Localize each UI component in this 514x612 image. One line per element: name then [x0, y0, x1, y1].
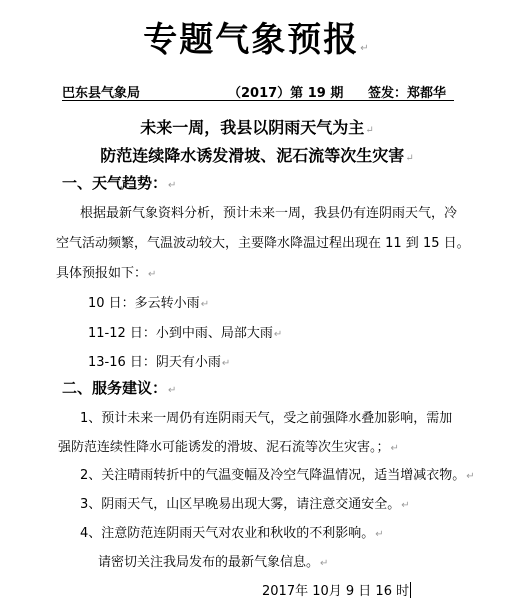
- advice-item-3: [80, 493, 410, 512]
- advice-item-2: [80, 464, 475, 483]
- document-title: [0, 12, 514, 61]
- forecast-text: 10 日：多云转小雨: [88, 296, 200, 311]
- advice-text: 2、关注晴雨转折中的气温变幅及冷空气降温情况，适当增减衣物。: [80, 468, 466, 483]
- forecast-item: [88, 351, 230, 370]
- closing-text: 请密切关注我局发布的最新气象信息。: [98, 555, 320, 570]
- headline-text-1: 未来一周，我县以阴雨天气为主: [140, 118, 365, 137]
- paragraph-mark-icon: ↵: [360, 43, 371, 54]
- paragraph-mark-icon: ↵: [273, 329, 283, 340]
- paragraph-mark-icon: ↵: [466, 471, 475, 482]
- issue-date-text: 2017年 10月 9 日 16 时: [262, 584, 410, 599]
- headline-line-2: [0, 143, 514, 166]
- advice-item-4: [80, 522, 384, 541]
- issue-number: （2017）第 19 期: [228, 86, 344, 101]
- issue-info-bar: [62, 80, 454, 101]
- headline-line-1: [0, 115, 514, 138]
- headline-text-2: 防范连续降水诱发滑坡、泥石流等次生灾害: [100, 146, 405, 165]
- paragraph-mark-icon: ↵: [390, 443, 399, 454]
- advice-item-1-line-1: 1、预计未来一周仍有连阴雨天气，受之前强降水叠加影响，需加: [80, 411, 453, 426]
- forecast-text: 13-16 日：阴天有小雨: [88, 355, 221, 370]
- trend-paragraph-line-3: [56, 262, 156, 281]
- section-heading-text: 二、服务建议：: [62, 379, 168, 397]
- section-heading-advice: [62, 377, 176, 398]
- trend-paragraph-text: 具体预报如下：: [56, 266, 148, 281]
- paragraph-mark-icon: ↵: [148, 269, 157, 280]
- closing-note: [98, 551, 328, 570]
- paragraph-mark-icon: ↵: [375, 529, 384, 540]
- forecast-item: [88, 292, 209, 311]
- paragraph-mark-icon: ↵: [365, 125, 374, 136]
- title-text: 专题气象预报: [143, 20, 360, 60]
- paragraph-mark-icon: ↵: [168, 385, 177, 396]
- advice-text: 3、阴雨天气，山区早晚易出现大雾，请注意交通安全。: [80, 497, 401, 512]
- advice-text: 4、注意防范连阴雨天气对农业和秋收的不利影响。: [80, 526, 375, 541]
- bureau-name: 巴东县气象局: [62, 86, 141, 101]
- paragraph-mark-icon: ↵: [200, 299, 210, 310]
- trend-paragraph-line-2: 空气活动频繁，气温波动较大，主要降水降温过程出现在 11 到 15 日。: [56, 236, 470, 251]
- text-cursor: [410, 582, 411, 598]
- forecast-text: 11-12 日：小到中雨、局部大雨: [88, 326, 273, 341]
- paragraph-mark-icon: ↵: [320, 558, 329, 569]
- paragraph-mark-icon: ↵: [401, 500, 410, 511]
- advice-item-1-line-2: [58, 436, 399, 455]
- forecast-item: [88, 322, 282, 341]
- advice-text: 强防范连续性降水可能诱发的滑坡、泥石流等次生灾害。；: [58, 440, 390, 455]
- section-heading-text: 一、天气趋势：: [62, 174, 168, 192]
- issue-date[interactable]: [262, 580, 411, 599]
- signer: 签发：郑都华: [368, 86, 447, 101]
- paragraph-mark-icon: ↵: [405, 153, 414, 164]
- paragraph-mark-icon: ↵: [168, 180, 177, 191]
- paragraph-mark-icon: ↵: [221, 358, 231, 369]
- section-heading-trend: [62, 172, 176, 193]
- trend-paragraph-line-1: 根据最新气象资料分析，预计未来一周，我县仍有连阴雨天气，冷: [80, 206, 458, 221]
